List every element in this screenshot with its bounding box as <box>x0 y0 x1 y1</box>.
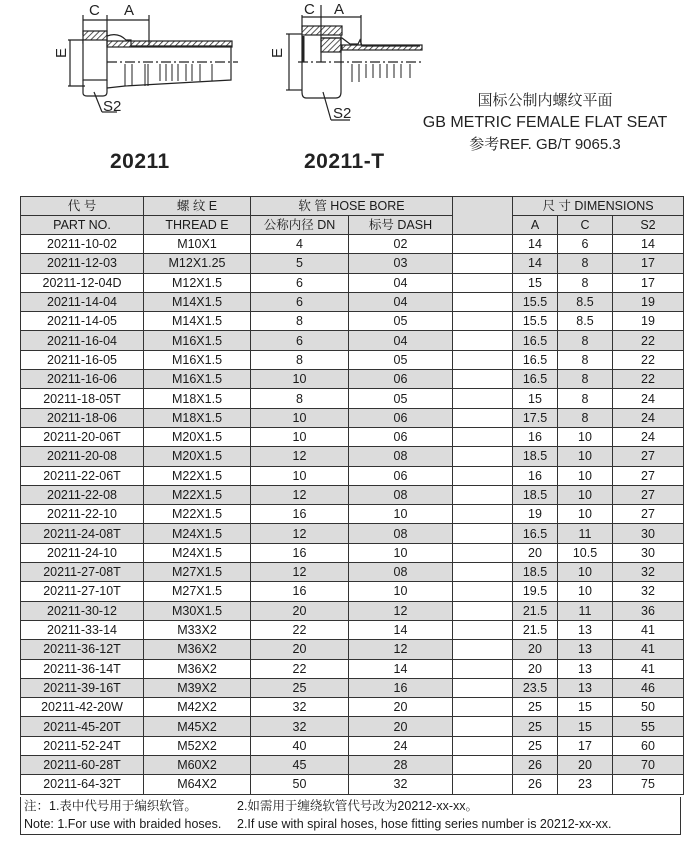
cell-dash: 14 <box>349 659 453 678</box>
cell-part-no: 20211-45-20T <box>21 717 144 736</box>
dim-label-a: A <box>334 1 345 18</box>
cell-dn: 6 <box>251 292 349 311</box>
note-en-1: Note: 1.For use with braided hoses. <box>24 817 222 831</box>
cell-blank <box>453 640 513 659</box>
cell-dn: 32 <box>251 717 349 736</box>
notes-box <box>20 797 681 835</box>
cell-part-no: 20211-12-04D <box>21 273 144 292</box>
cell-dash: 06 <box>349 408 453 427</box>
cell-blank <box>453 582 513 601</box>
cell-dash: 06 <box>349 370 453 389</box>
cell-dn: 6 <box>251 331 349 350</box>
cell-thread: M14X1.5 <box>144 292 251 311</box>
cell-dash: 08 <box>349 447 453 466</box>
cell-part-no: 20211-16-04 <box>21 331 144 350</box>
header-thread-en: THREAD E <box>144 216 251 235</box>
cell-part-no: 20211-60-28T <box>21 756 144 775</box>
dim-label-s2: S2 <box>333 105 352 122</box>
cell-blank <box>453 447 513 466</box>
cell-dn: 10 <box>251 427 349 446</box>
cell-part-no: 20211-24-10 <box>21 543 144 562</box>
cell-thread: M36X2 <box>144 640 251 659</box>
cell-dim-s2: 36 <box>613 601 684 620</box>
cell-thread: M12X1.25 <box>144 254 251 273</box>
cell-dn: 32 <box>251 698 349 717</box>
cell-thread: M27X1.5 <box>144 563 251 582</box>
cell-dim-a: 25 <box>513 736 558 755</box>
cell-dim-c: 13 <box>558 678 613 697</box>
cell-thread: M22X1.5 <box>144 505 251 524</box>
cell-part-no: 20211-20-06T <box>21 427 144 446</box>
table-row <box>21 601 684 620</box>
cell-thread: M22X1.5 <box>144 466 251 485</box>
spec-table <box>20 196 684 795</box>
cell-dash: 20 <box>349 717 453 736</box>
cell-dim-c: 8.5 <box>558 292 613 311</box>
cell-dim-a: 18.5 <box>513 485 558 504</box>
cell-dash: 24 <box>349 736 453 755</box>
cell-dash: 04 <box>349 273 453 292</box>
cell-thread: M20X1.5 <box>144 427 251 446</box>
cell-thread: M20X1.5 <box>144 447 251 466</box>
cell-thread: M33X2 <box>144 620 251 639</box>
cell-dn: 10 <box>251 370 349 389</box>
cell-dn: 10 <box>251 408 349 427</box>
table-row <box>21 717 684 736</box>
cell-part-no: 20211-16-05 <box>21 350 144 369</box>
cell-blank <box>453 505 513 524</box>
table-row <box>21 408 684 427</box>
table-row <box>21 235 684 254</box>
table-row <box>21 447 684 466</box>
cell-dim-s2: 22 <box>613 350 684 369</box>
cell-part-no: 20211-22-06T <box>21 466 144 485</box>
cell-dim-c: 23 <box>558 775 613 794</box>
dim-label-s2: S2 <box>103 98 122 115</box>
dim-label-c: C <box>89 2 100 19</box>
cell-dim-a: 16.5 <box>513 350 558 369</box>
cell-dim-s2: 19 <box>613 292 684 311</box>
note-cn-1: 注：1.表中代号用于编织软管。 <box>24 799 197 813</box>
cell-dim-s2: 27 <box>613 485 684 504</box>
cell-dim-s2: 32 <box>613 582 684 601</box>
cell-dim-s2: 46 <box>613 678 684 697</box>
cell-thread: M18X1.5 <box>144 408 251 427</box>
cell-dn: 25 <box>251 678 349 697</box>
cell-dim-a: 20 <box>513 659 558 678</box>
cell-thread: M14X1.5 <box>144 312 251 331</box>
cell-blank <box>453 698 513 717</box>
cell-dn: 12 <box>251 563 349 582</box>
table-row <box>21 273 684 292</box>
header-s2: S2 <box>613 216 684 235</box>
cell-dn: 22 <box>251 659 349 678</box>
cell-thread: M39X2 <box>144 678 251 697</box>
cell-dim-a: 20 <box>513 543 558 562</box>
cell-dim-a: 16.5 <box>513 370 558 389</box>
fitting-drawing-20211 <box>50 0 250 120</box>
cell-dim-a: 16.5 <box>513 331 558 350</box>
header-part-en: PART NO. <box>21 216 144 235</box>
table-row <box>21 389 684 408</box>
cell-dn: 20 <box>251 640 349 659</box>
cell-dim-c: 13 <box>558 659 613 678</box>
cell-blank <box>453 331 513 350</box>
model-label-20211-t: 20211-T <box>304 150 385 173</box>
cell-dn: 50 <box>251 775 349 794</box>
cell-dim-a: 17.5 <box>513 408 558 427</box>
cell-dim-s2: 24 <box>613 389 684 408</box>
cell-dash: 16 <box>349 678 453 697</box>
cell-dash: 08 <box>349 485 453 504</box>
cell-thread: M42X2 <box>144 698 251 717</box>
note-cn-2: 2.如需用于缠绕软管代号改为20212-xx-xx。 <box>237 799 479 813</box>
cell-dash: 08 <box>349 524 453 543</box>
cell-thread: M27X1.5 <box>144 582 251 601</box>
cell-dim-a: 18.5 <box>513 447 558 466</box>
cell-dim-s2: 75 <box>613 775 684 794</box>
dim-label-e: E <box>269 47 286 58</box>
cell-dim-c: 8 <box>558 273 613 292</box>
cell-part-no: 20211-36-14T <box>21 659 144 678</box>
header-a: A <box>513 216 558 235</box>
cell-dim-a: 16.5 <box>513 524 558 543</box>
cell-dim-s2: 70 <box>613 756 684 775</box>
table-row <box>21 292 684 311</box>
cell-part-no: 20211-22-08 <box>21 485 144 504</box>
cell-thread: M36X2 <box>144 659 251 678</box>
cell-dim-a: 21.5 <box>513 601 558 620</box>
fitting-drawing-20211-t <box>265 0 425 125</box>
cell-dash: 05 <box>349 350 453 369</box>
table-row <box>21 698 684 717</box>
cell-dash: 04 <box>349 331 453 350</box>
table-row <box>21 620 684 639</box>
cell-dim-s2: 17 <box>613 254 684 273</box>
cell-dim-a: 14 <box>513 235 558 254</box>
cell-part-no: 20211-20-08 <box>21 447 144 466</box>
cell-dn: 12 <box>251 447 349 466</box>
table-row <box>21 370 684 389</box>
table-row <box>21 427 684 446</box>
cell-dim-a: 19 <box>513 505 558 524</box>
cell-blank <box>453 273 513 292</box>
header-dn: 公称内径 DN <box>251 216 349 235</box>
table-row <box>21 466 684 485</box>
cell-part-no: 20211-30-12 <box>21 601 144 620</box>
header-blank <box>453 197 513 235</box>
table-row <box>21 312 684 331</box>
cell-dim-s2: 24 <box>613 408 684 427</box>
cell-blank <box>453 254 513 273</box>
cell-dim-c: 13 <box>558 620 613 639</box>
cell-blank <box>453 736 513 755</box>
cell-dn: 12 <box>251 524 349 543</box>
cell-dash: 02 <box>349 235 453 254</box>
cell-dn: 6 <box>251 273 349 292</box>
cell-dash: 14 <box>349 620 453 639</box>
cell-dim-c: 13 <box>558 640 613 659</box>
dim-label-e: E <box>53 47 70 58</box>
cell-dash: 03 <box>349 254 453 273</box>
cell-part-no: 20211-39-16T <box>21 678 144 697</box>
cell-dash: 10 <box>349 582 453 601</box>
cell-dim-a: 16 <box>513 466 558 485</box>
dim-label-c: C <box>304 1 315 18</box>
cell-dim-c: 8 <box>558 370 613 389</box>
cell-thread: M64X2 <box>144 775 251 794</box>
cell-blank <box>453 370 513 389</box>
cell-dn: 8 <box>251 389 349 408</box>
cell-dim-c: 11 <box>558 524 613 543</box>
table-row <box>21 640 684 659</box>
cell-blank <box>453 485 513 504</box>
cell-blank <box>453 659 513 678</box>
cell-blank <box>453 466 513 485</box>
cell-part-no: 20211-33-14 <box>21 620 144 639</box>
cell-part-no: 20211-10-02 <box>21 235 144 254</box>
title-block <box>410 90 680 156</box>
cell-blank <box>453 756 513 775</box>
cell-thread: M12X1.5 <box>144 273 251 292</box>
header-dash: 标号 DASH <box>349 216 453 235</box>
cell-dim-c: 10 <box>558 485 613 504</box>
cell-part-no: 20211-18-05T <box>21 389 144 408</box>
cell-dim-c: 15 <box>558 717 613 736</box>
cell-dim-s2: 14 <box>613 235 684 254</box>
cell-dim-s2: 41 <box>613 659 684 678</box>
cell-dash: 05 <box>349 312 453 331</box>
cell-dim-s2: 27 <box>613 466 684 485</box>
cell-blank <box>453 427 513 446</box>
table-row <box>21 350 684 369</box>
cell-dim-c: 10.5 <box>558 543 613 562</box>
cell-dim-a: 18.5 <box>513 563 558 582</box>
cell-dim-a: 25 <box>513 698 558 717</box>
cell-blank <box>453 775 513 794</box>
cell-dim-a: 16 <box>513 427 558 446</box>
cell-dn: 20 <box>251 601 349 620</box>
table-row <box>21 524 684 543</box>
cell-dn: 12 <box>251 485 349 504</box>
cell-blank <box>453 524 513 543</box>
cell-thread: M16X1.5 <box>144 331 251 350</box>
header-hose-bore: 软 管 HOSE BORE <box>251 197 453 216</box>
cell-part-no: 20211-14-04 <box>21 292 144 311</box>
cell-dn: 22 <box>251 620 349 639</box>
cell-dim-a: 20 <box>513 640 558 659</box>
cell-dash: 08 <box>349 563 453 582</box>
cell-dim-c: 8 <box>558 331 613 350</box>
table-row <box>21 659 684 678</box>
cell-dim-s2: 50 <box>613 698 684 717</box>
cell-dim-a: 21.5 <box>513 620 558 639</box>
cell-dim-a: 15.5 <box>513 292 558 311</box>
cell-dash: 10 <box>349 505 453 524</box>
cell-dash: 04 <box>349 292 453 311</box>
cell-dim-s2: 41 <box>613 640 684 659</box>
cell-thread: M22X1.5 <box>144 485 251 504</box>
cell-dim-s2: 22 <box>613 331 684 350</box>
dim-label-a: A <box>124 2 135 19</box>
cell-dash: 28 <box>349 756 453 775</box>
cell-thread: M16X1.5 <box>144 370 251 389</box>
cell-dim-c: 8 <box>558 389 613 408</box>
header-part-cn: 代 号 <box>21 197 144 216</box>
cell-dim-c: 11 <box>558 601 613 620</box>
cell-part-no: 20211-42-20W <box>21 698 144 717</box>
cell-dim-s2: 30 <box>613 543 684 562</box>
cell-dn: 16 <box>251 505 349 524</box>
cell-dim-s2: 17 <box>613 273 684 292</box>
cell-dim-s2: 60 <box>613 736 684 755</box>
cell-part-no: 20211-36-12T <box>21 640 144 659</box>
cell-dim-a: 15 <box>513 273 558 292</box>
cell-blank <box>453 312 513 331</box>
title-ref: 参考REF. GB/T 9065.3 <box>469 136 621 153</box>
cell-dash: 12 <box>349 601 453 620</box>
cell-blank <box>453 620 513 639</box>
cell-dim-s2: 41 <box>613 620 684 639</box>
cell-dim-c: 10 <box>558 563 613 582</box>
table-row <box>21 563 684 582</box>
cell-part-no: 20211-14-05 <box>21 312 144 331</box>
cell-dim-a: 14 <box>513 254 558 273</box>
cell-dim-c: 8 <box>558 408 613 427</box>
cell-part-no: 20211-18-06 <box>21 408 144 427</box>
cell-blank <box>453 717 513 736</box>
cell-dn: 16 <box>251 543 349 562</box>
cell-blank <box>453 601 513 620</box>
cell-thread: M10X1 <box>144 235 251 254</box>
cell-dim-a: 25 <box>513 717 558 736</box>
cell-dim-a: 19.5 <box>513 582 558 601</box>
model-label-20211: 20211 <box>110 150 170 173</box>
cell-dim-a: 26 <box>513 756 558 775</box>
title-cn: 国标公制内螺纹平面 <box>477 92 613 109</box>
cell-thread: M16X1.5 <box>144 350 251 369</box>
cell-thread: M45X2 <box>144 717 251 736</box>
cell-dn: 4 <box>251 235 349 254</box>
cell-dim-a: 26 <box>513 775 558 794</box>
table-row <box>21 582 684 601</box>
cell-part-no: 20211-16-06 <box>21 370 144 389</box>
cell-dim-c: 10 <box>558 582 613 601</box>
header-thread-cn: 螺 纹 E <box>144 197 251 216</box>
table-row <box>21 505 684 524</box>
table-row <box>21 678 684 697</box>
cell-thread: M60X2 <box>144 756 251 775</box>
cell-part-no: 20211-22-10 <box>21 505 144 524</box>
table-row <box>21 254 684 273</box>
cell-dash: 12 <box>349 640 453 659</box>
table-row <box>21 331 684 350</box>
header-dimensions: 尺 寸 DIMENSIONS <box>513 197 684 216</box>
cell-dim-c: 17 <box>558 736 613 755</box>
cell-dn: 16 <box>251 582 349 601</box>
cell-thread: M30X1.5 <box>144 601 251 620</box>
cell-blank <box>453 350 513 369</box>
cell-dim-c: 10 <box>558 447 613 466</box>
cell-part-no: 20211-12-03 <box>21 254 144 273</box>
cell-dim-s2: 19 <box>613 312 684 331</box>
cell-dim-c: 10 <box>558 505 613 524</box>
cell-thread: M24X1.5 <box>144 543 251 562</box>
cell-blank <box>453 235 513 254</box>
cell-blank <box>453 408 513 427</box>
cell-dash: 06 <box>349 427 453 446</box>
table-row <box>21 736 684 755</box>
cell-dim-c: 20 <box>558 756 613 775</box>
cell-thread: M24X1.5 <box>144 524 251 543</box>
cell-dn: 5 <box>251 254 349 273</box>
cell-dim-c: 8 <box>558 350 613 369</box>
cell-dim-c: 10 <box>558 427 613 446</box>
cell-part-no: 20211-24-08T <box>21 524 144 543</box>
cell-dim-s2: 27 <box>613 505 684 524</box>
cell-thread: M18X1.5 <box>144 389 251 408</box>
cell-dim-s2: 32 <box>613 563 684 582</box>
cell-part-no: 20211-27-08T <box>21 563 144 582</box>
cell-dash: 10 <box>349 543 453 562</box>
cell-dash: 05 <box>349 389 453 408</box>
cell-dash: 32 <box>349 775 453 794</box>
cell-dash: 06 <box>349 466 453 485</box>
note-en-2: 2.If use with spiral hoses, hose fitting series number is 20212-xx-xx. <box>237 817 612 831</box>
cell-blank <box>453 678 513 697</box>
cell-dim-s2: 24 <box>613 427 684 446</box>
cell-dn: 45 <box>251 756 349 775</box>
header-c: C <box>558 216 613 235</box>
cell-dn: 10 <box>251 466 349 485</box>
title-en: GB METRIC FEMALE FLAT SEAT <box>422 114 668 131</box>
cell-dim-c: 8.5 <box>558 312 613 331</box>
cell-blank <box>453 543 513 562</box>
cell-dim-s2: 30 <box>613 524 684 543</box>
cell-thread: M52X2 <box>144 736 251 755</box>
cell-dn: 8 <box>251 350 349 369</box>
cell-dim-s2: 55 <box>613 717 684 736</box>
cell-dn: 8 <box>251 312 349 331</box>
table-row <box>21 485 684 504</box>
cell-dash: 20 <box>349 698 453 717</box>
cell-dim-s2: 27 <box>613 447 684 466</box>
cell-part-no: 20211-27-10T <box>21 582 144 601</box>
cell-part-no: 20211-52-24T <box>21 736 144 755</box>
cell-blank <box>453 563 513 582</box>
cell-dim-c: 6 <box>558 235 613 254</box>
cell-dim-a: 23.5 <box>513 678 558 697</box>
table-row <box>21 543 684 562</box>
table-row <box>21 775 684 794</box>
table-row <box>21 756 684 775</box>
cell-dim-a: 15.5 <box>513 312 558 331</box>
cell-part-no: 20211-64-32T <box>21 775 144 794</box>
cell-dim-c: 8 <box>558 254 613 273</box>
cell-blank <box>453 389 513 408</box>
cell-dim-a: 15 <box>513 389 558 408</box>
cell-dim-s2: 22 <box>613 370 684 389</box>
cell-blank <box>453 292 513 311</box>
cell-dim-c: 10 <box>558 466 613 485</box>
cell-dn: 40 <box>251 736 349 755</box>
cell-dim-c: 15 <box>558 698 613 717</box>
